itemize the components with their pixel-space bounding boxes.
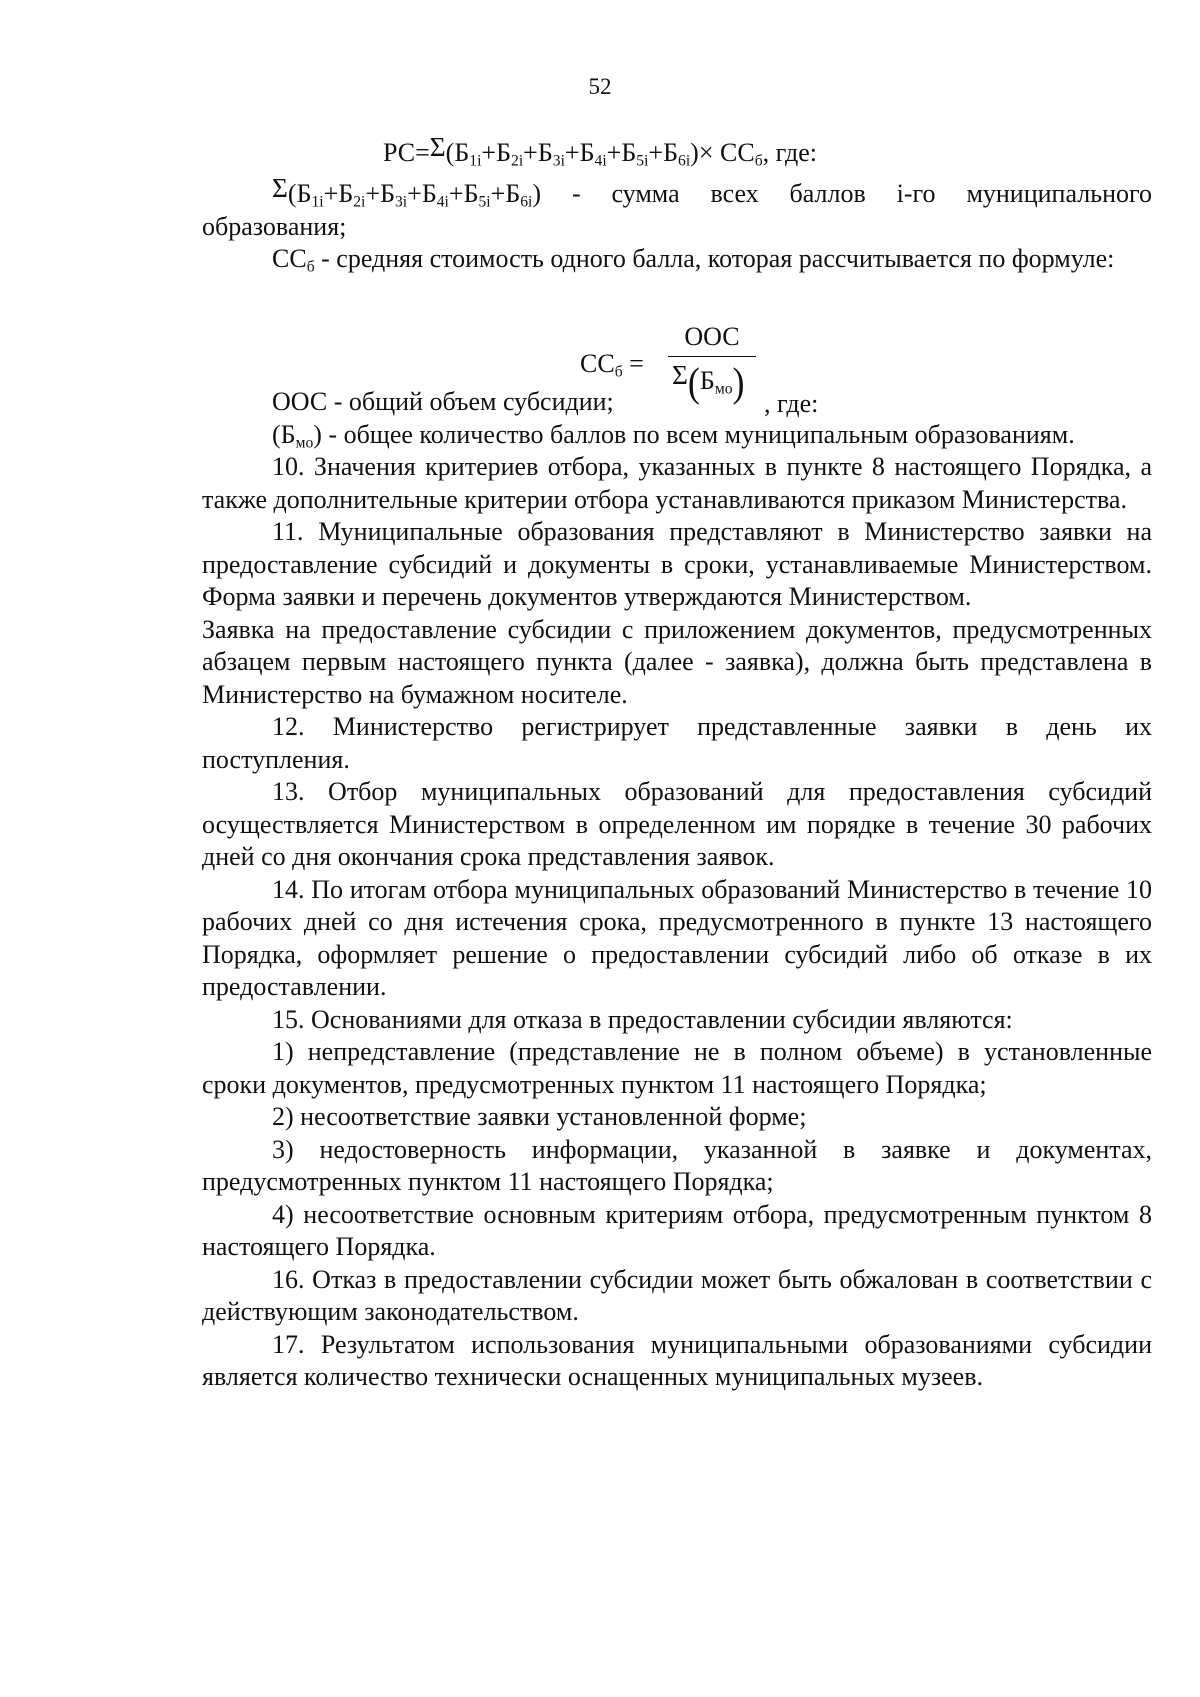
paragraph: 12. Министерство регистрирует представленные заявки в день их поступления. [202,712,1152,774]
term-letter: Б [496,138,512,167]
term-sub: 2i [511,152,524,170]
formula-tail: , где: [762,138,818,167]
paragraph: 13. Отбор муниципальных образований для предоставления субсидий осуществляется Министерством в определенном им порядке в течение 30 рабочих дней со дня окончания срока представления заявок. [202,777,1152,871]
formula-terms [454,138,691,170]
term-operator: + [523,138,538,167]
term-operator: + [323,179,339,208]
term-sub: 4i [594,152,607,170]
sigma-symbol: Σ [429,132,446,163]
fraction-lhs-sub: б [614,363,623,381]
term-operator: + [448,179,464,208]
term-letter: Б [505,179,521,208]
sigma-symbol: Σ [272,173,288,204]
paragraph: 1) непредставление (представление не в полном объеме) в установленные сроки документов, предусмотренных пунктом 11 настоящего Порядка; [202,1037,1152,1099]
sum-definition [202,173,1152,243]
term-letter: Б [621,138,637,167]
term-sub: 5i [636,152,649,170]
term-sub: 1i [469,152,482,170]
cc-definition-text: - средняя стоимость одного балла, которая рассчитывается по формуле: [314,244,1115,273]
term-letter: Б [380,179,395,208]
den-paren-open: ( [687,359,700,405]
page-number: 52 [588,74,612,99]
term-letter: Б [338,179,354,208]
term-sub: 5i [478,193,491,211]
term-operator: + [490,179,506,208]
term-operator: + [365,179,381,208]
ooc-definition: ООС - общий объем субсидии; [272,387,614,416]
cc-label-sub: б [306,258,315,276]
paragraph: 17. Результатом использования муниципальными образованиями субсидии является количество технически оснащенных муниципальных музеев. [202,1329,1152,1391]
term-sub: 4i [436,193,449,211]
den-sub: мо [714,380,733,398]
term-operator: + [606,138,622,167]
term-letter: Б [463,179,479,208]
bmo-open: (Б [272,419,296,449]
den-letter: Б [699,366,715,395]
formula-rs [0,132,1200,170]
body-text [202,386,1152,1394]
times-symbol: × [698,138,714,167]
formula-rs-left: РС= [382,138,430,167]
definitions-block-1 [202,173,1152,276]
paragraph: 11. Муниципальные образования представляют в Министерство заявки на предоставление субсидий и документы в сроки, устанавливаемые Министерством. Форма заявки и перечень документов утверждаются Министерством. [202,517,1152,611]
fraction-lhs [580,349,644,379]
paragraph: 2) несоответствие заявки установленной форме; [272,1102,807,1131]
term-operator: + [648,138,664,167]
term-letter: Б [296,179,312,208]
cc-definition [202,243,1152,276]
term-operator: + [564,138,580,167]
fraction-equals: = [622,349,644,378]
sigma-symbol: Σ [672,360,688,391]
fraction-lhs-cc: СС [580,349,615,378]
fraction-bar [668,356,756,357]
numbered-paragraphs [202,451,1152,1394]
bmo-definition-text: ) - общее количество баллов по всем муниципальным образованиям. [313,419,1075,449]
paragraph: 10. Значения критериев отбора, указанных в пункте 8 настоящего Порядка, а также дополнительные критерии отбора устанавливаются приказом Министерства. [202,452,1152,514]
term-letter: Б [579,138,595,167]
term-sub: 1i [311,193,324,211]
bmo-definition [202,419,1152,452]
paragraph: 15. Основаниями для отказа в предоставлении субсидии являются: [272,1004,1013,1034]
bmo-sub: мо [295,434,314,452]
term-sub: 3i [395,193,408,211]
term-letter: Б [537,138,553,167]
sum-definition-text: - сумма всех баллов i-го муниципального образования; [202,179,1152,241]
formula-paren-open: ( [445,138,455,167]
paragraph: 14. По итогам отбора муниципальных образований Министерство в течение 10 рабочих дней со дня истечения срока, предусмотренного в пункте 13 настоящего Порядка, оформляет решение о предоставлении субсидий либо об отказе в их предоставлении. [202,874,1152,1001]
formula-cc: СС [720,138,755,167]
term-operator: + [407,179,422,208]
fraction-where: , где: [764,389,819,418]
paragraph: 4) несоответствие основным критериям отбора, предусмотренным пунктом 8 настоящего Порядка. [202,1199,1152,1261]
formula-cc-sub: б [754,152,763,170]
den-paren-close: ) [732,359,745,405]
term-letter: Б [454,138,470,167]
paragraph: 3) недостоверность информации, указанной в заявке и документах, предусмотренных пунктом 11 настоящего Порядка; [202,1134,1152,1196]
fraction-numerator: ООС [684,322,740,351]
term-letter: Б [663,138,679,167]
term-sub: 6i [520,193,533,211]
sum-terms [296,179,533,211]
paragraph: Заявка на предоставление субсидии с приложением документов, предусмотренных абзацем первым настоящего пункта (далее - заявка), должна быть представлена в Министерство на бумажном носителе. [202,614,1152,709]
term-operator: + [481,138,497,167]
formula-paren-close: ) [690,138,699,167]
sum-paren-close: ) [532,179,542,208]
term-sub: 6i [678,152,691,170]
sum-paren-open: ( [287,179,297,208]
term-sub: 3i [552,152,565,170]
term-letter: Б [421,179,437,208]
term-sub: 2i [353,193,366,211]
cc-label: СС [272,244,307,273]
paragraph: 16. Отказ в предоставлении субсидии может быть обжалован в соответствии с действующим законодательством. [202,1264,1152,1326]
